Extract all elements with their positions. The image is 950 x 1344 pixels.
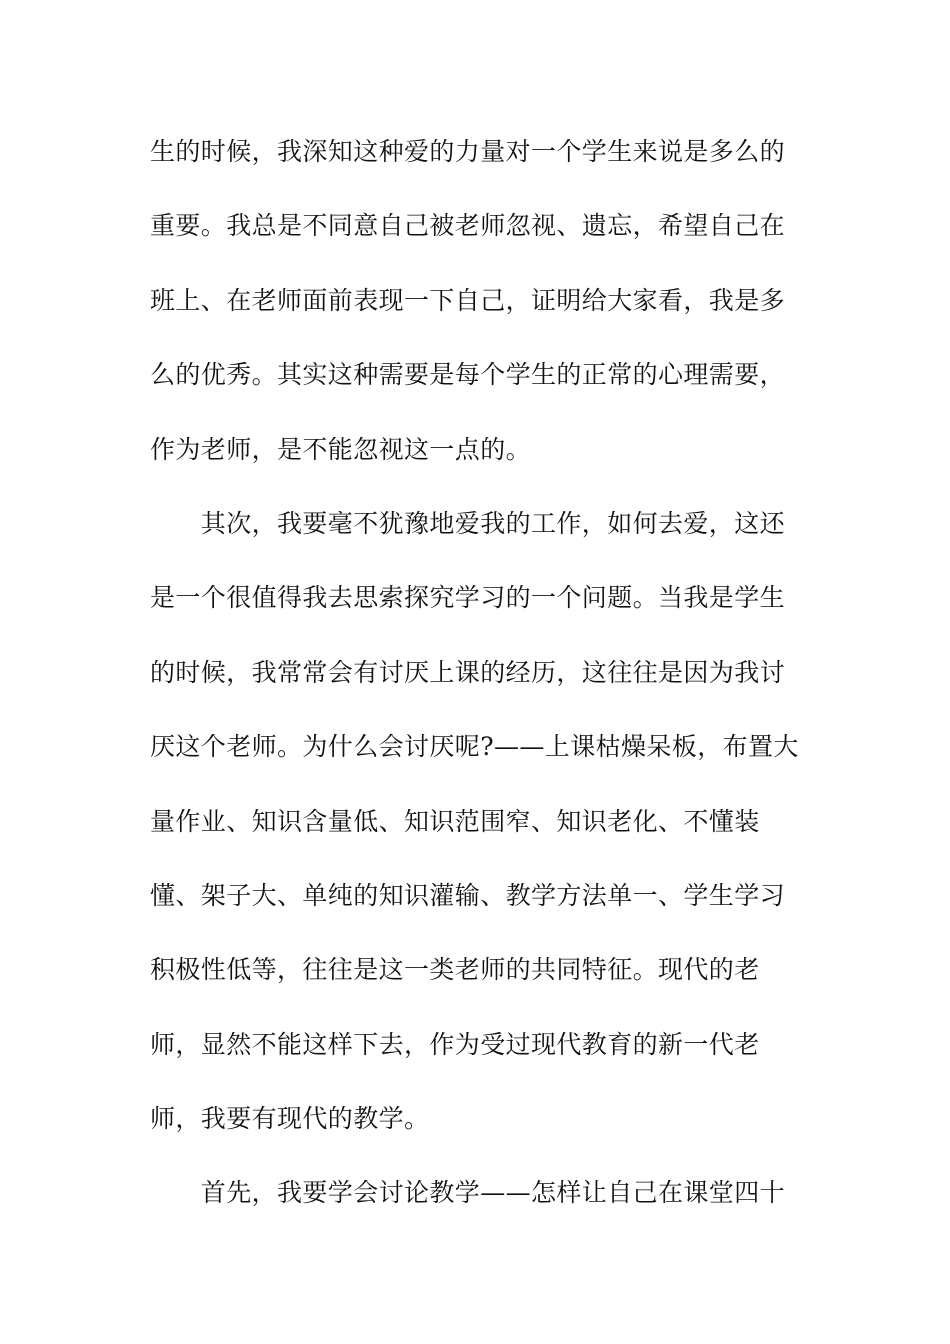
- text-line: 师，显然不能这样下去，作为受过现代教育的新一代老: [150, 1029, 760, 1059]
- text-line: 重要。我总是不同意自己被老师忽视、遗忘，希望自己在: [150, 211, 786, 241]
- text-line: 么的优秀。其实这种需要是每个学生的正常的心理需要，: [150, 360, 786, 390]
- text-line: 作为老师，是不能忽视这一点的。: [150, 434, 532, 464]
- text-line: 其次，我要毫不犹豫地爱我的工作，如何去爱，这还: [150, 508, 786, 538]
- text-line: 量作业、知识含量低、知识范围窄、知识老化、不懂装: [150, 806, 760, 836]
- text-line: 生的时候，我深知这种爱的力量对一个学生来说是多么的: [150, 137, 786, 166]
- text-line: 积极性低等，往往是这一类老师的共同特征。现代的老: [150, 955, 760, 985]
- text-line: 师，我要有现代的教学。: [150, 1104, 430, 1134]
- body-text: [150, 128, 830, 1244]
- text-line: 是一个很值得我去思索探究学习的一个问题。当我是学生: [150, 583, 786, 613]
- text-line: 首先，我要学会讨论教学——怎样让自己在课堂四十: [150, 1178, 786, 1208]
- text-line: 班上、在老师面前表现一下自己，证明给大家看，我是多: [150, 285, 786, 315]
- text-line: 厌这个老师。为什么会讨厌呢?——上课枯燥呆板，布置大: [150, 732, 799, 762]
- text-line: 的时候，我常常会有讨厌上课的经历，这往往是因为我讨: [150, 657, 786, 687]
- text-line: 懂、架子大、单纯的知识灌输、教学方法单一、学生学习: [150, 880, 786, 910]
